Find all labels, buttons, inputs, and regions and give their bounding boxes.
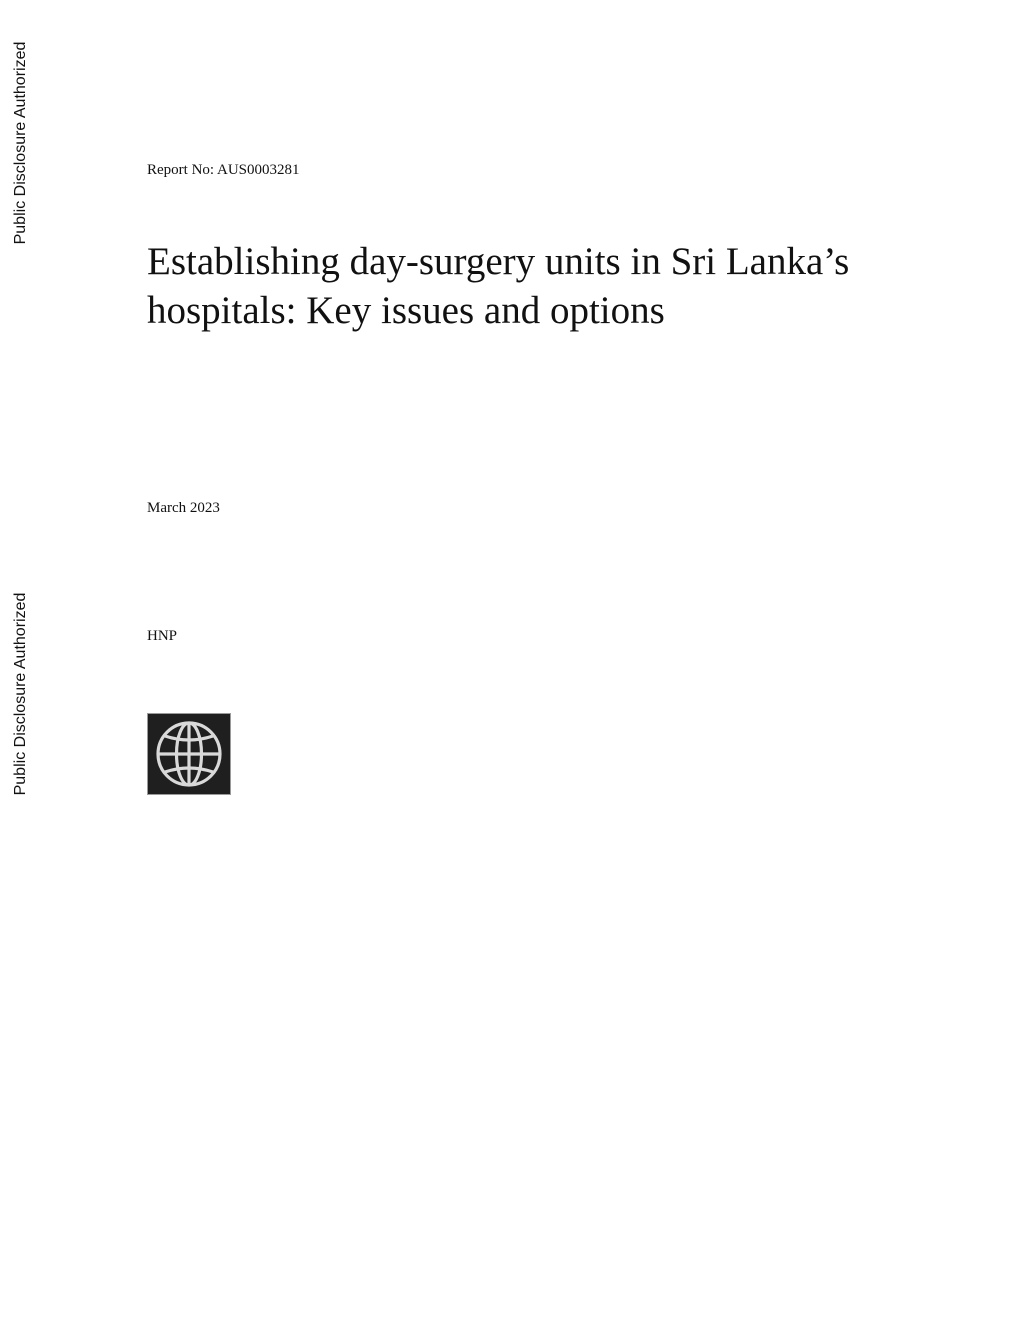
world-bank-globe-icon bbox=[148, 714, 230, 794]
document-title-line-1: Establishing day-surgery units in Sri Lanka’s bbox=[147, 240, 850, 283]
publication-date: March 2023 bbox=[147, 500, 220, 516]
document-title-line-2: hospitals: Key issues and options bbox=[147, 289, 665, 332]
practice-unit: HNP bbox=[147, 628, 178, 644]
report-number: Report No: AUS0003281 bbox=[147, 162, 300, 178]
world-bank-logo bbox=[147, 713, 231, 795]
disclosure-stamp-top: Public Disclosure Authorized bbox=[12, 41, 29, 245]
document-title bbox=[147, 237, 947, 335]
disclosure-stamp-bottom: Public Disclosure Authorized bbox=[12, 592, 29, 796]
